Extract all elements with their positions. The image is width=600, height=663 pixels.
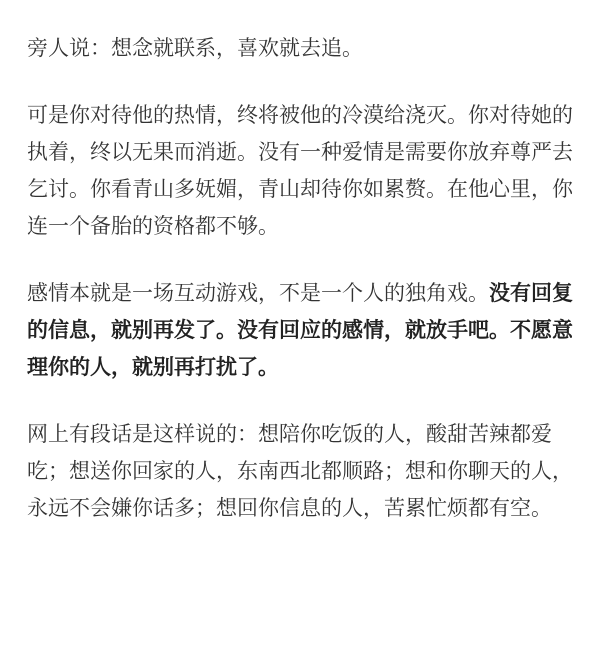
text-run: 连一个备胎的资格都不够。 [27,214,279,238]
text-line [27,208,582,245]
text-run: 乞讨。你看青山多妩媚，青山却待你如累赘。在他心里，你 [27,177,573,201]
text-line [27,30,582,67]
text-line [27,171,582,208]
text-line [27,349,582,386]
text-run: 永远不会嫌你话多；想回你信息的人，苦累忙烦都有空。 [27,496,552,520]
text-run: 执着，终以无果而消逝。没有一种爱情是需要你放弃尊严去 [27,140,573,164]
text-line [27,490,582,527]
paragraph-4 [27,416,582,527]
text-run: 吃；想送你回家的人，东南西北都顺路；想和你聊天的人， [27,459,573,483]
text-line [27,312,582,349]
bold-text-run: 没有回复 [489,281,573,305]
text-line [27,453,582,490]
article-body [27,30,582,527]
text-line [27,275,582,312]
text-run: 感情本就是一场互动游戏，不是一个人的独角戏。 [27,281,489,305]
paragraph-1 [27,30,582,67]
text-line [27,416,582,453]
paragraph-3 [27,275,582,386]
text-run: 旁人说：想念就联系，喜欢就去追。 [27,36,363,60]
text-line [27,134,582,171]
text-run: 网上有段话是这样说的：想陪你吃饭的人，酸甜苦辣都爱 [27,422,552,446]
bold-text-run: 的信息，就别再发了。没有回应的感情，就放手吧。不愿意 [27,318,573,342]
bold-text-run: 理你的人，就别再打扰了。 [27,355,279,379]
text-run: 可是你对待他的热情，终将被他的冷漠给浇灭。你对待她的 [27,103,573,127]
text-line [27,97,582,134]
paragraph-2 [27,97,582,245]
